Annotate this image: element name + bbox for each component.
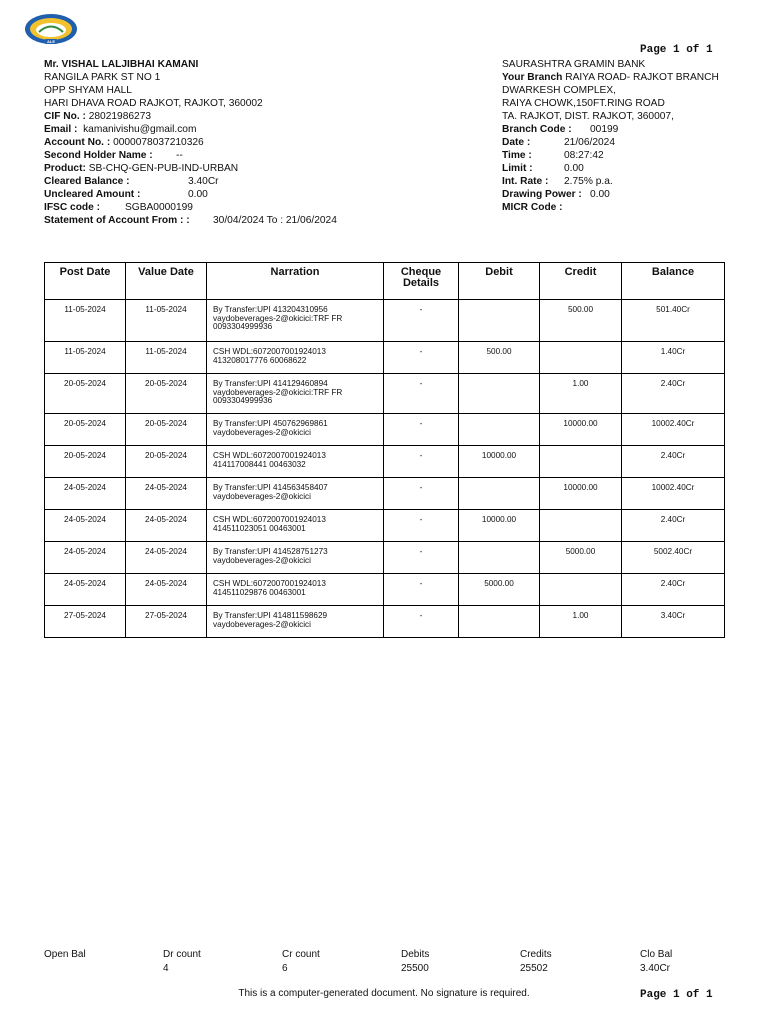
summary-label: Credits (520, 949, 552, 960)
cif-label: CIF No. : (44, 111, 86, 122)
product-label: Product: (44, 163, 86, 174)
table-row (45, 446, 725, 478)
cell-value-date: 20-05-2024 (126, 414, 207, 446)
bank-name: SAURASHTRA GRAMIN BANK (502, 59, 646, 70)
cell-cheque-details: - (384, 510, 459, 542)
cell-post-date: 24-05-2024 (45, 542, 126, 574)
branch-value: RAIYA ROAD- RAJKOT BRANCH (565, 72, 719, 83)
cleared-balance-label: Cleared Balance : (44, 176, 130, 187)
cell-debit: 10000.00 (459, 510, 540, 542)
cell-post-date: 27-05-2024 (45, 606, 126, 638)
cell-post-date: 24-05-2024 (45, 574, 126, 606)
interest-rate-label: Int. Rate : (502, 176, 549, 187)
cell-narration: CSH WDL:6072007001924013 414117008441 00463032 (207, 446, 384, 478)
cell-credit (540, 574, 622, 606)
cell-balance: 2.40Cr (622, 510, 725, 542)
summary-dr-count (163, 948, 201, 976)
cell-post-date: 20-05-2024 (45, 414, 126, 446)
time-value: 08:27:42 (564, 150, 604, 161)
bank-logo-icon (24, 13, 78, 45)
summary-label: Open Bal (44, 949, 86, 960)
cell-post-date: 11-05-2024 (45, 342, 126, 374)
cell-value-date: 24-05-2024 (126, 478, 207, 510)
cell-debit (459, 478, 540, 510)
account-label: Account No. : (44, 137, 111, 148)
cleared-balance-value: 3.40Cr (188, 176, 219, 187)
computer-generated-note: This is a computer-generated document. No signature is required. (238, 988, 530, 999)
summary-label: Debits (401, 949, 430, 960)
table-row (45, 374, 725, 414)
cell-balance: 2.40Cr (622, 446, 725, 478)
table-row (45, 606, 725, 638)
cell-value-date: 11-05-2024 (126, 300, 207, 342)
customer-address-line: HARI DHAVA ROAD RAJKOT, RAJKOT, 360002 (44, 98, 263, 109)
column-header-credit: Credit (540, 263, 622, 300)
column-header-post-date: Post Date (45, 263, 126, 300)
cell-credit (540, 510, 622, 542)
cell-debit: 5000.00 (459, 574, 540, 606)
summary-label: Cr count (282, 949, 320, 960)
cell-value-date: 27-05-2024 (126, 606, 207, 638)
cell-balance: 10002.40Cr (622, 478, 725, 510)
second-holder-label: Second Holder Name : (44, 150, 153, 161)
cell-cheque-details: - (384, 478, 459, 510)
column-header-narration: Narration (207, 263, 384, 300)
cell-debit: 10000.00 (459, 446, 540, 478)
table-row (45, 510, 725, 542)
table-row (45, 414, 725, 446)
cell-value-date: 20-05-2024 (126, 374, 207, 414)
cell-narration: CSH WDL:6072007001924013 413208017776 60068622 (207, 342, 384, 374)
page-number-top: Page 1 of 1 (640, 44, 713, 56)
cell-balance: 2.40Cr (622, 374, 725, 414)
cell-value-date: 11-05-2024 (126, 342, 207, 374)
bank-address-line: RAIYA CHOWK,150FT.RING ROAD (502, 98, 665, 109)
cell-balance: 501.40Cr (622, 300, 725, 342)
cell-narration: By Transfer:UPI 414528751273 vaydobeverages-2@okicici (207, 542, 384, 574)
cell-cheque-details: - (384, 606, 459, 638)
second-holder-value: -- (176, 150, 183, 161)
email-row (44, 123, 196, 136)
summary-label: Dr count (163, 949, 201, 960)
cif-row (44, 110, 151, 123)
statement-period-label: Statement of Account From : : (44, 215, 190, 226)
cell-credit: 1.00 (540, 606, 622, 638)
summary-label: Clo Bal (640, 949, 673, 960)
date-label: Date : (502, 137, 531, 148)
cell-value-date: 24-05-2024 (126, 542, 207, 574)
bank-address-line: TA. RAJKOT, DIST. RAJKOT, 360007, (502, 111, 674, 122)
cell-post-date: 20-05-2024 (45, 446, 126, 478)
customer-address-line: RANGILA PARK ST NO 1 (44, 72, 161, 83)
cell-balance: 2.40Cr (622, 574, 725, 606)
table-row (45, 342, 725, 374)
cell-post-date: 24-05-2024 (45, 478, 126, 510)
branch-code-value: 00199 (590, 124, 619, 135)
cif-value: 28021986273 (88, 111, 152, 122)
product-row (44, 162, 238, 175)
summary-open-bal (44, 948, 86, 962)
ifsc-label: IFSC code : (44, 202, 101, 213)
cell-narration: CSH WDL:6072007001924013 414511029876 00463001 (207, 574, 384, 606)
summary-credits (520, 948, 552, 976)
cell-narration: By Transfer:UPI 414563458407 vaydobeverages-2@okicici (207, 478, 384, 510)
uncleared-amount-value: 0.00 (188, 189, 208, 200)
account-row (44, 136, 204, 149)
email-value: kamanivishu@gmail.com (83, 124, 197, 135)
statement-period-value: 30/04/2024 To : 21/06/2024 (213, 215, 337, 226)
summary-value: 3.40Cr (640, 963, 671, 974)
column-header-debit: Debit (459, 263, 540, 300)
table-header-row (45, 263, 725, 300)
cell-balance: 10002.40Cr (622, 414, 725, 446)
cell-debit (459, 374, 540, 414)
cell-credit: 500.00 (540, 300, 622, 342)
table-row (45, 574, 725, 606)
cell-credit (540, 446, 622, 478)
summary-cr-count (282, 948, 320, 976)
cell-balance: 5002.40Cr (622, 542, 725, 574)
date-value: 21/06/2024 (564, 137, 615, 148)
summary-value: 25502 (520, 963, 548, 974)
cell-debit: 500.00 (459, 342, 540, 374)
summary-clo-bal (640, 948, 672, 976)
cell-narration: By Transfer:UPI 414811598629 vaydobeverages-2@okicici (207, 606, 384, 638)
cell-balance: 1.40Cr (622, 342, 725, 374)
cell-debit (459, 300, 540, 342)
time-label: Time : (502, 150, 532, 161)
cell-debit (459, 542, 540, 574)
cell-narration: By Transfer:UPI 450762969861 vaydobeverages-2@okicici (207, 414, 384, 446)
cell-post-date: 24-05-2024 (45, 510, 126, 542)
cell-cheque-details: - (384, 300, 459, 342)
account-value: 0000078037210326 (113, 137, 204, 148)
summary-debits (401, 948, 429, 976)
cell-credit: 10000.00 (540, 414, 622, 446)
drawing-power-label: Drawing Power : (502, 189, 582, 200)
table-row (45, 300, 725, 342)
bank-address-line: DWARKESH COMPLEX, (502, 85, 616, 96)
cell-value-date: 24-05-2024 (126, 574, 207, 606)
cell-cheque-details: - (384, 374, 459, 414)
micr-code-label: MICR Code : (502, 202, 563, 213)
cell-balance: 3.40Cr (622, 606, 725, 638)
limit-value: 0.00 (564, 163, 584, 174)
transactions-table (44, 262, 725, 638)
cell-cheque-details: - (384, 542, 459, 574)
email-label: Email : (44, 124, 78, 135)
cell-credit: 1.00 (540, 374, 622, 414)
cell-debit (459, 606, 540, 638)
branch-row (502, 71, 719, 84)
summary-value: 6 (282, 963, 288, 974)
summary-value: 25500 (401, 963, 429, 974)
cell-cheque-details: - (384, 342, 459, 374)
column-header-balance: Balance (622, 263, 725, 300)
drawing-power-value: 0.00 (590, 189, 610, 200)
svg-text:ALE: ALE (47, 39, 55, 45)
cell-value-date: 24-05-2024 (126, 510, 207, 542)
uncleared-amount-label: Uncleared Amount : (44, 189, 141, 200)
column-header-value-date: Value Date (126, 263, 207, 300)
cell-cheque-details: - (384, 414, 459, 446)
branch-label: Your Branch (502, 72, 563, 83)
cell-narration: By Transfer:UPI 414129460894 vaydobeverages-2@okicici:TRF FR 0093304999936 (207, 374, 384, 414)
cell-credit (540, 342, 622, 374)
ifsc-value: SGBA0000199 (125, 202, 193, 213)
cell-credit: 10000.00 (540, 478, 622, 510)
cell-narration: By Transfer:UPI 413204310956 vaydobeverages-2@okicici:TRF FR 0093304999936 (207, 300, 384, 342)
cell-post-date: 20-05-2024 (45, 374, 126, 414)
customer-name: Mr. VISHAL LALJIBHAI KAMANI (44, 59, 199, 70)
customer-address-line: OPP SHYAM HALL (44, 85, 132, 96)
limit-label: Limit : (502, 163, 533, 174)
cell-credit: 5000.00 (540, 542, 622, 574)
page-number-bottom: Page 1 of 1 (640, 989, 713, 1001)
cell-post-date: 11-05-2024 (45, 300, 126, 342)
cell-value-date: 20-05-2024 (126, 446, 207, 478)
cell-debit (459, 414, 540, 446)
table-row (45, 478, 725, 510)
summary-value: 4 (163, 963, 169, 974)
cell-cheque-details: - (384, 446, 459, 478)
column-header-cheque-details: Cheque Details (384, 263, 459, 300)
cell-cheque-details: - (384, 574, 459, 606)
product-value: SB-CHQ-GEN-PUB-IND-URBAN (88, 163, 239, 174)
table-row (45, 542, 725, 574)
cell-narration: CSH WDL:6072007001924013 414511023051 00463001 (207, 510, 384, 542)
interest-rate-value: 2.75% p.a. (564, 176, 613, 187)
branch-code-label: Branch Code : (502, 124, 572, 135)
